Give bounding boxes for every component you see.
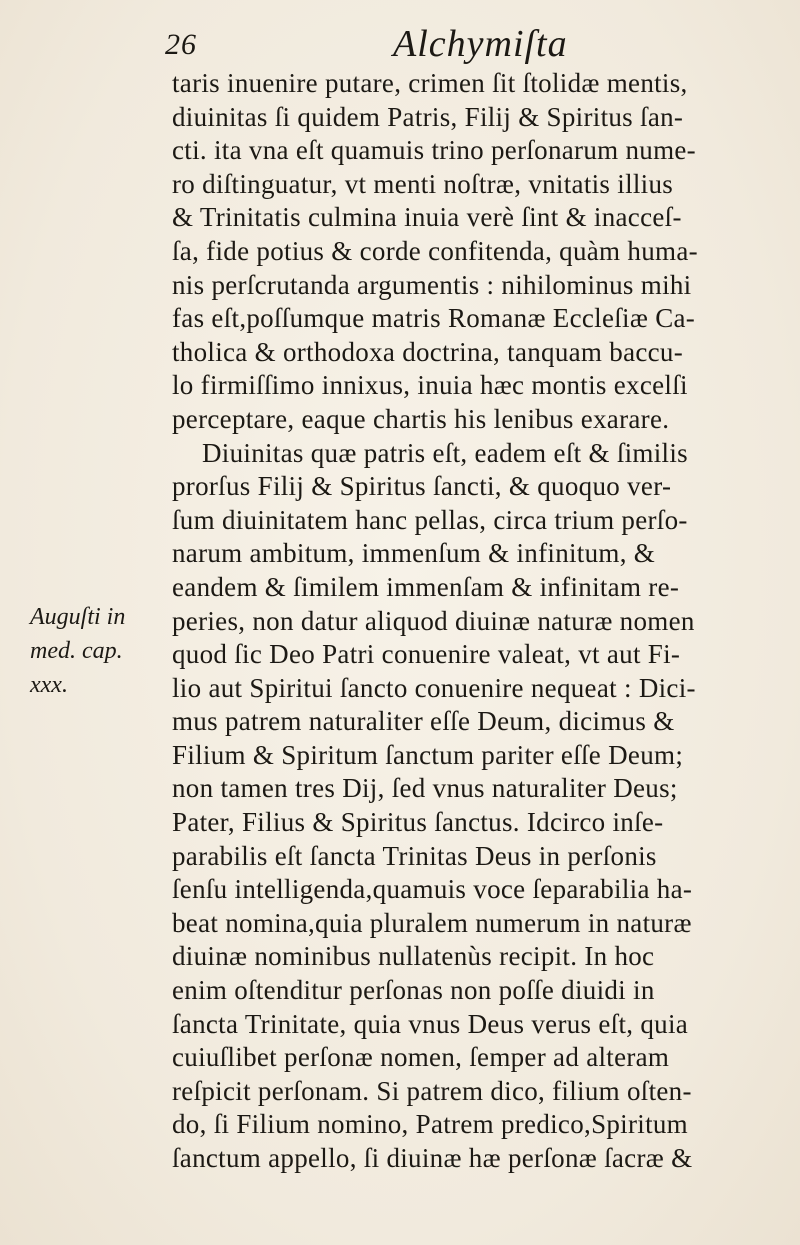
text-line: tholica & orthodoxa doctrina, tanquam baccu-	[172, 336, 684, 367]
text-line: Pater, Filius & Spiritus ſanctus. Idcirco inſe-	[172, 807, 664, 838]
text-line: ro diſtinguatur, vt menti noſtræ, vnitatis illius	[172, 168, 674, 199]
margin-note	[30, 600, 170, 702]
text-line: reſpicit perſonam. Si patrem dico, filium oſten-	[172, 1075, 692, 1106]
text-line: ſum diuinitatem hanc pellas, circa trium perſo-	[172, 504, 688, 535]
page-number: 26	[165, 28, 197, 61]
text-line: mus patrem naturaliter eſſe Deum, dicimus &	[172, 706, 675, 737]
text-line: perceptare, eaque chartis his lenibus exarare.	[172, 403, 670, 434]
text-line: ſanctum appello, ſi diuinæ hæ perſonæ ſacræ &	[172, 1143, 693, 1173]
margin-note-line: Auguſti in	[30, 604, 126, 630]
text-line: ſancta Trinitate, quia vnus Deus verus eſt, quia	[172, 1008, 689, 1039]
text-line: ſenſu intelligenda,quamuis voce ſeparabilia ha-	[172, 874, 693, 905]
text-line: quod ſic Deo Patri conuenire valeat, vt aut Fi-	[172, 639, 681, 670]
page-header	[165, 6, 765, 64]
text-line: parabilis eſt ſancta Trinitas Deus in perſonis	[172, 840, 657, 871]
text-line: peries, non datur aliquod diuinæ naturæ nomen	[172, 605, 695, 636]
margin-note-line: med. cap.	[30, 638, 123, 664]
text-line: diuinæ nominibus nullatenùs recipit. In hoc	[172, 941, 655, 972]
text-line: eandem & ſimilem immenſam & infinitam re-	[172, 571, 680, 602]
text-line: & Trinitatis culmina inuia verè ſint & inacceſ-	[172, 202, 682, 233]
body-text	[172, 67, 772, 1176]
text-line: nis perſcrutanda argumentis : nihilominus mihi	[172, 269, 692, 300]
text-line: enim oſtenditur perſonas non poſſe diuidi in	[172, 975, 655, 1006]
text-line: lio aut Spiritui ſancto conuenire nequeat : Dici-	[172, 672, 696, 703]
running-head: Alchymiſta	[393, 23, 568, 65]
text-line: non tamen tres Dij, ſed vnus naturaliter Deus;	[172, 773, 678, 804]
text-line: lo firmiſſimo innixus, inuia hæc montis excelſi	[172, 370, 688, 401]
text-line: cti. ita vna eſt quamuis trino perſonarum nume-	[172, 135, 696, 166]
text-line: fas eſt,poſſumque matris Romanæ Eccleſiæ Ca-	[172, 303, 696, 334]
paragraph-start-line: Diuinitas quæ patris eſt, eadem eſt & ſimilis	[202, 437, 688, 468]
text-line: diuinitas ſi quidem Patris, Filij & Spiritus ſan-	[172, 101, 684, 132]
text-line: Filium & Spiritum ſanctum pariter eſſe Deum;	[172, 739, 684, 770]
text-line: ſa, fide potius & corde confitenda, quàm huma-	[172, 235, 698, 266]
margin-note-line: xxx.	[30, 672, 68, 698]
text-line: narum ambitum, immenſum & infinitum, &	[172, 538, 656, 569]
text-line: cuiuſlibet perſonæ nomen, ſemper ad alteram	[172, 1042, 670, 1073]
text-line: prorſus Filij & Spiritus ſancti, & quoquo ver-	[172, 471, 672, 502]
text-line: do, ſi Filium nomino, Patrem predico,Spiritum	[172, 1109, 688, 1140]
text-line: beat nomina,quia pluralem numerum in naturæ	[172, 907, 692, 938]
text-line: taris inuenire putare, crimen ſit ſtolidæ mentis,	[172, 68, 688, 98]
